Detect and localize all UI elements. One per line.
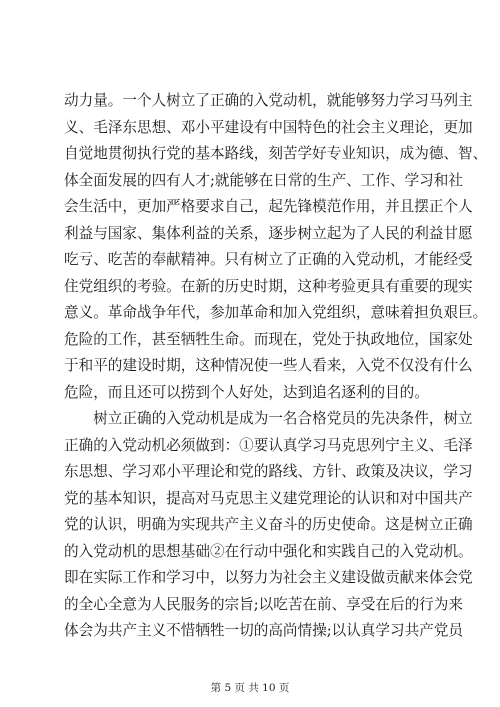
- text-line: 危险，而且还可以捞到个人好处，达到追名逐利的目的。: [64, 383, 429, 401]
- text-line: 于和平的建设时期，这种情况使一些人看来，入党不仅没有什么: [64, 357, 473, 374]
- text-line: 的入党动机的思想基础②在行动中强化和实践自己的入党动机。: [64, 542, 473, 560]
- text-line: 东思想、学习邓小平理论和党的路线、方针、政策及决议，学习: [64, 463, 473, 480]
- text-line: 危险的工作，甚至牺牲生命。而现在，党处于执政地位，国家处: [64, 330, 473, 348]
- body-text: [64, 88, 488, 645]
- text-line: 会生活中，更加严格要求自己，起先锋模范作用，并且摆正个人: [64, 198, 473, 215]
- text-line: 党的认识，明确为实现共产主义奋斗的历史使命。这是树立正确: [64, 516, 473, 533]
- text-line: 体全面发展的四有人才;就能够在日常的生产、工作、学习和社: [64, 171, 463, 189]
- text-line: 吃亏、吃苦的奉献精神。只有树立了正确的入党动机，才能经受: [64, 251, 473, 268]
- text-line: 的全心全意为人民服务的宗旨;以吃苦在前、享受在后的行为来: [64, 595, 463, 613]
- page-footer: 第 5 页 共 10 页: [210, 682, 290, 694]
- text-line: 树立正确的入党动机是成为一名合格党员的先决条件，树立: [64, 410, 473, 427]
- text-line: 自觉地贯彻执行党的基本路线，刻苦学好专业知识，成为德、智、: [64, 145, 488, 162]
- text-line: 体会为共产主义不惜牺牲一切的高尚情操;以认真学习共产党员: [64, 622, 463, 639]
- text-line: 利益与国家、集体利益的关系，逐步树立起为了人民的利益甘愿: [64, 224, 473, 242]
- text-line: 党的基本知识，提高对马克思主义建党理论的认识和对中国共产: [64, 489, 473, 507]
- text-line: 义、毛泽东思想、邓小平建设有中国特色的社会主义理论，更加: [64, 118, 473, 136]
- text-line: 即在实际工作和学习中，以努力为社会主义建设做贡献来体会党: [64, 569, 473, 586]
- text-line: 正确的入党动机必须做到：①要认真学习马克思列宁主义、毛泽: [64, 436, 473, 454]
- text-line: 动力量。一个人树立了正确的入党动机，就能够努力学习马列主: [64, 92, 473, 109]
- text-line: 意义。革命战争年代，参加革命和加入党组织，意味着担负艰巨。: [64, 304, 488, 321]
- text-line: 住党组织的考验。在新的历史时期，这种考验更具有重要的现实: [64, 277, 473, 295]
